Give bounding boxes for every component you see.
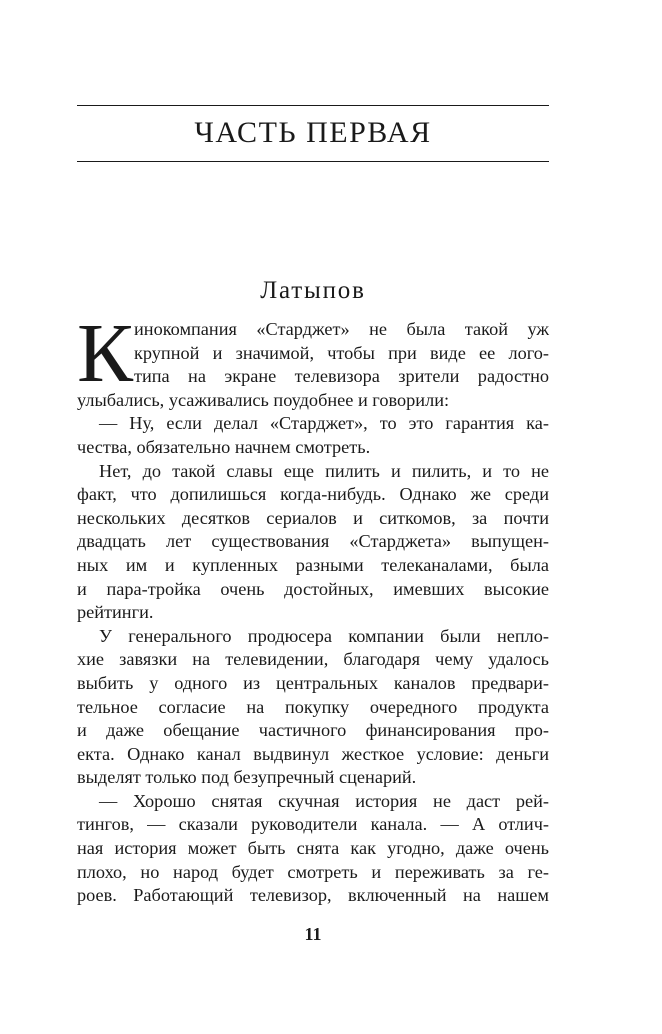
text-line: екта. Однако канал выдвинул жесткое условие: деньги xyxy=(77,743,549,764)
text-line: двадцать лет существования «Старджета» выпущен- xyxy=(77,531,549,552)
part-title: ЧАСТЬ ПЕРВАЯ xyxy=(194,116,432,149)
text-line: плохо, но народ будет смотреть и переживать за ге- xyxy=(77,861,549,882)
text-line: улыбались, усаживались поудобнее и говорили: xyxy=(77,389,450,410)
text-line: выбить у одного из центральных каналов предвари- xyxy=(77,672,549,693)
text-line: тингов, — сказали руководители канала. — А отлич- xyxy=(77,814,549,835)
text-line: выделят только под безупречный сценарий. xyxy=(77,767,417,788)
text-line: нескольких десятков сериалов и ситкомов, за почти xyxy=(77,507,549,528)
text-line: — Хорошо снятая скучная история не даст рей- xyxy=(99,790,549,811)
text-line: типа на экране телевизора зрители радостно xyxy=(134,366,549,387)
top-rule xyxy=(77,105,549,106)
text-line: тельное согласие на покупку очередного продукта xyxy=(77,696,549,717)
text-line: хие завязки на телевидении, благодаря чему удалось xyxy=(77,649,549,670)
page-number: 11 xyxy=(304,924,322,944)
text-line: Нет, до такой славы еще пилить и пилить, и то не xyxy=(99,460,549,481)
chapter-title: Латыпов xyxy=(260,277,366,304)
body-text xyxy=(77,318,549,908)
text-line: крупной и значимой, чтобы при виде ее лого- xyxy=(134,342,549,363)
text-line: роев. Работающий телевизор, включенный на нашем xyxy=(77,885,549,906)
text-line: факт, что допилишься когда-нибудь. Однако же среди xyxy=(77,484,549,505)
text-line: У генерального продюсера компании были непло- xyxy=(99,625,549,646)
text-line: ная история может быть снята как угодно, даже очень xyxy=(77,838,549,859)
text-line: и даже обещание частичного финансирования про- xyxy=(77,720,549,741)
text-line: рейтинги. xyxy=(77,602,154,623)
bottom-rule xyxy=(77,161,549,162)
text-line: и пара-тройка очень достойных, имевших высокие xyxy=(77,578,549,599)
text-line: ных им и купленных разными телеканалами, была xyxy=(77,554,549,575)
text-line: чества, обязательно начнем смотреть. xyxy=(77,436,371,457)
text-line: — Ну, если делал «Старджет», то это гарантия ка- xyxy=(99,413,549,434)
text-line: инокомпания «Старджет» не была такой уж xyxy=(134,319,549,339)
drop-cap: К xyxy=(77,307,134,400)
